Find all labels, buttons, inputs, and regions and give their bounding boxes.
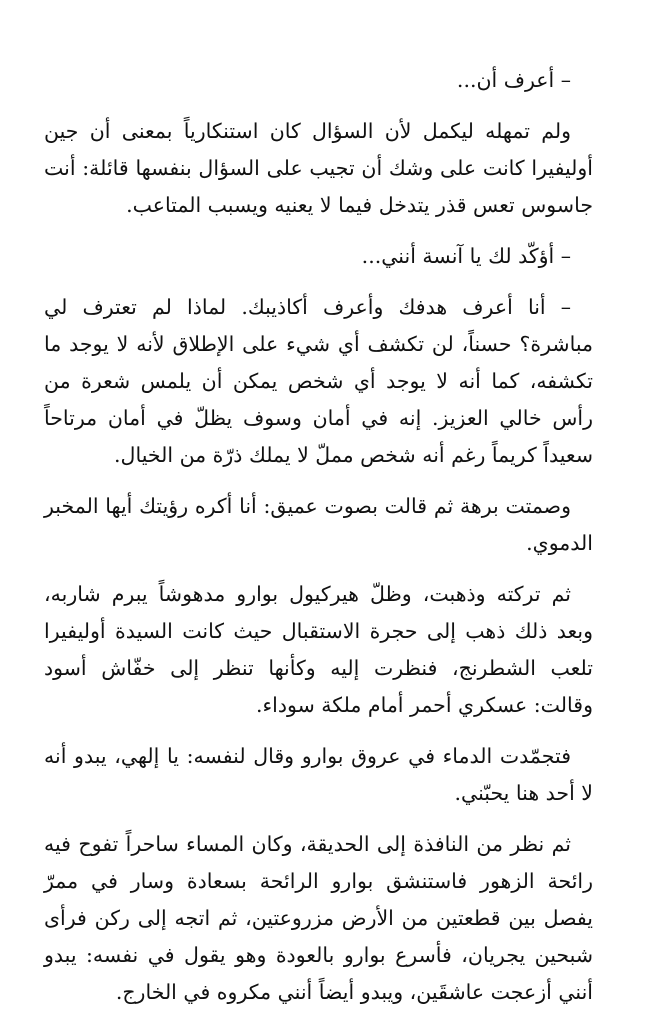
narration-paragraph: ثم تركته وذهبت، وظلّ هيركيول بوارو مدهوشاً يبرم شاربه، وبعد ذلك ذهب إلى حجرة الاستقبال حيث كانت السيدة أوليفيرا تلعب الشطرنج، فنظرت إليه وكأنها تنظر إلى خفّاش أسود وقالت: عسكري أحمر أمام ملكة سوداء.: [44, 582, 593, 717]
dialogue-paragraph: – أنا أعرف هدفك وأعرف أكاذيبك. لماذا لم تعترف لي مباشرة؟ حسناً، لن تكشف أي شيء على الإطلاق لأنه لا يوجد ما تكشفه، كما أنه لا يوجد أي شخص يمكن أن يلمس شعرة من رأس خالي العزيز. إنه في أمان وسوف يظلّ في أمان مرتاحاً سعيداً كريماً رغم أنه شخص مملّ لا يملك ذرّة من الخيال.: [44, 295, 593, 467]
narration-paragraph: ثم نظر من النافذة إلى الحديقة، وكان المساء ساحراً تفوح فيه رائحة الزهور فاستنشق بوارو الرائحة بسعادة وسار في ممرّ يفصل بين قطعتين من الأرض مزروعتين، ثم اتجه إلى ركن فرأى شبحين يجريان، فأسرع بوارو بالعودة وهو يقول في نفسه: يبدو أنني أزعجت عاشقَين، ويبدو أيضاً أنني مكروه في الخارج.: [44, 832, 593, 1004]
dialogue-paragraph: – أعرف أن...: [456, 68, 571, 92]
narration-paragraph: ولم تمهله ليكمل لأن السؤال كان استنكارياً بمعنى أن جين أوليفيرا كانت على وشك أن تجيب على السؤال بنفسها قائلة: أنت جاسوس تعس قذر يتدخل فيما لا يعنيه ويسبب المتاعب.: [44, 119, 593, 217]
narration-paragraph: فتجمّدت الدماء في عروق بوارو وقال لنفسه: يا إلهي، يبدو أنه لا أحد هنا يحبّني.: [44, 744, 593, 805]
narration-paragraph: وصمتت برهة ثم قالت بصوت عميق: أنا أكره رؤيتك أيها المخبر الدموي.: [44, 494, 593, 555]
dialogue-paragraph: – أؤكّد لك يا آنسة أنني...: [361, 244, 571, 268]
book-page: [44, 62, 593, 1004]
